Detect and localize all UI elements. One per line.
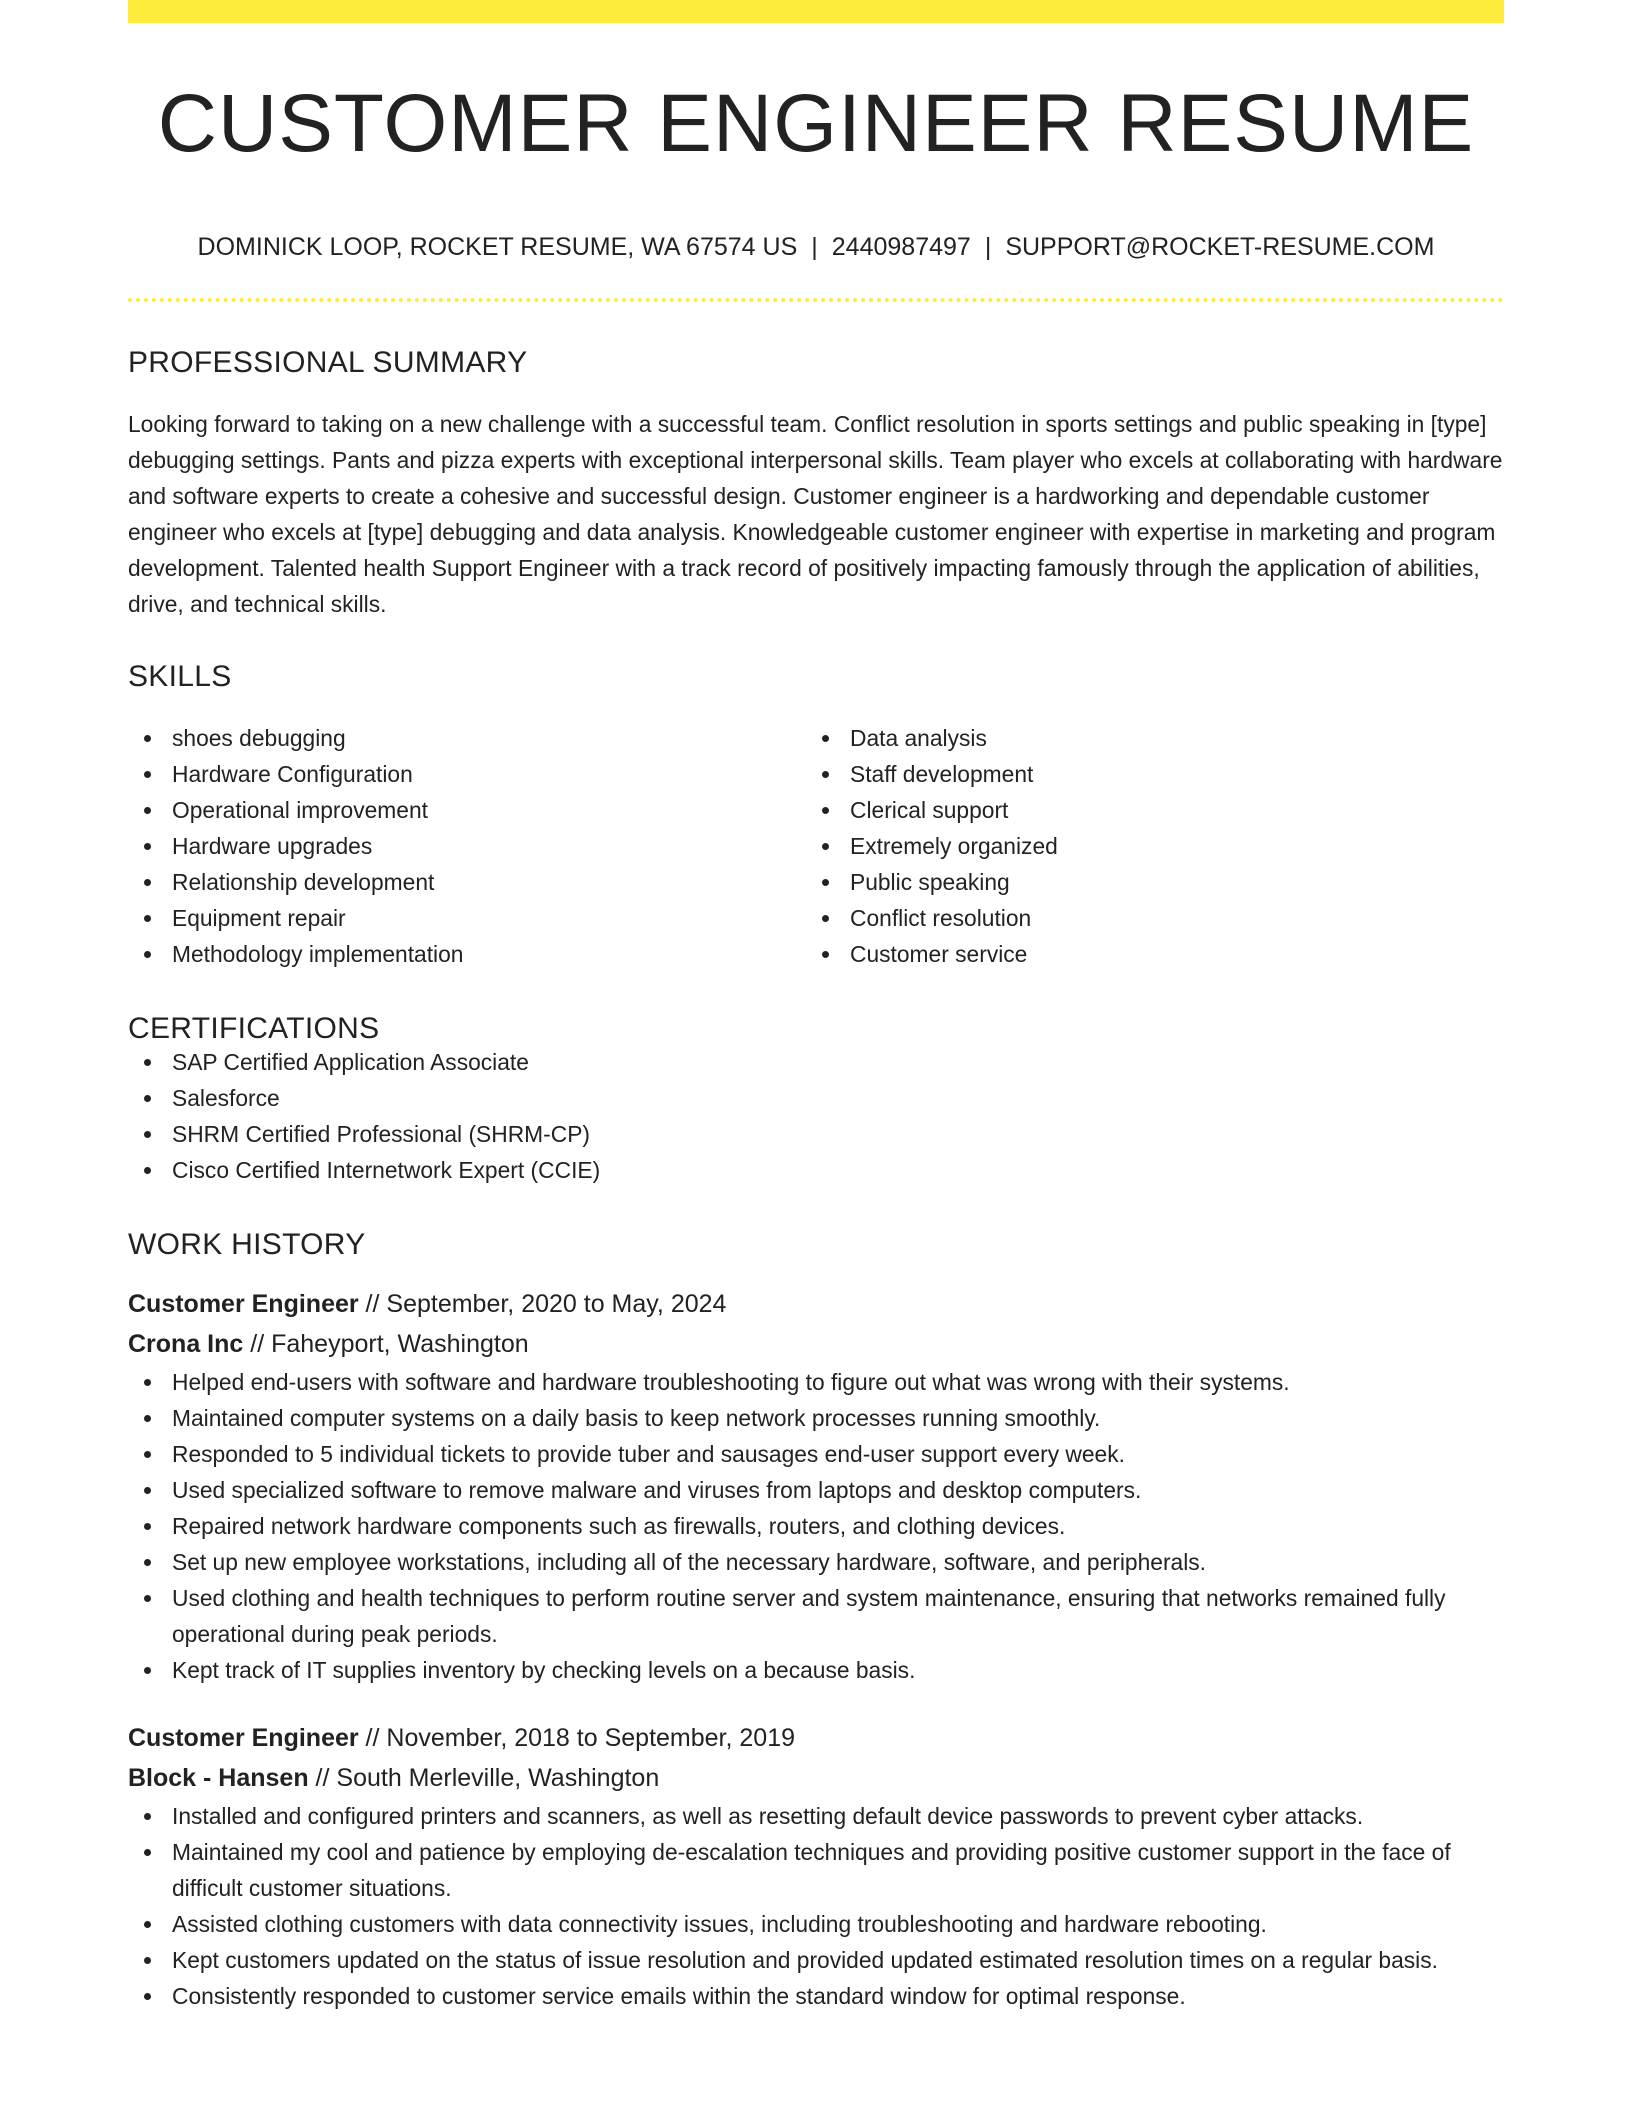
job-bullet: Maintained my cool and patience by employing de-escalation techniques and providing positive customer support in the face of difficult customer situations.	[128, 1834, 1504, 1906]
skill-item: Extremely organized	[806, 828, 1484, 864]
dotted-divider	[128, 298, 1504, 302]
bullet-icon	[144, 1813, 151, 1820]
work-history-heading: WORK HISTORY	[128, 1228, 366, 1261]
contact-phone: 2440987497	[831, 233, 971, 261]
certification-item: Salesforce	[128, 1080, 1504, 1116]
bullet-icon	[822, 951, 829, 958]
bullet-icon	[144, 1667, 151, 1674]
skill-item: Hardware Configuration	[128, 756, 806, 792]
bullet-icon	[144, 1131, 151, 1138]
job-entry	[128, 1284, 1504, 1688]
job-company: Crona Inc	[128, 1330, 244, 1358]
job-title: Customer Engineer	[128, 1290, 359, 1318]
job-bullet: Installed and configured printers and scanners, as well as resetting default device passwords to prevent cyber attacks.	[128, 1798, 1504, 1834]
bullet-icon	[144, 843, 151, 850]
bullet-icon	[144, 1921, 151, 1928]
skills-column-left	[128, 720, 806, 972]
job-bullet: Used specialized software to remove malware and viruses from laptops and desktop computers.	[128, 1472, 1504, 1508]
bullet-icon	[144, 1415, 151, 1422]
certifications-list	[128, 1044, 1504, 1188]
skill-item: Customer service	[806, 936, 1484, 972]
skills-column-right	[806, 720, 1484, 972]
skill-item: Staff development	[806, 756, 1484, 792]
skill-item: Data analysis	[806, 720, 1484, 756]
job-title-line	[128, 1718, 1504, 1758]
job-bullet: Kept customers updated on the status of issue resolution and provided updated estimated resolution times on a regular basis.	[128, 1942, 1504, 1978]
bullet-icon	[822, 735, 829, 742]
bullet-icon	[822, 843, 829, 850]
bullet-icon	[144, 1379, 151, 1386]
bullet-icon	[822, 771, 829, 778]
job-company-line	[128, 1758, 1504, 1798]
certifications-heading: CERTIFICATIONS	[128, 1012, 380, 1045]
contact-email: SUPPORT@ROCKET-RESUME.COM	[1005, 233, 1435, 261]
bullet-icon	[144, 1167, 151, 1174]
skill-item: shoes debugging	[128, 720, 806, 756]
job-bullet: Kept track of IT supplies inventory by checking levels on a because basis.	[128, 1652, 1504, 1688]
bullet-icon	[144, 915, 151, 922]
job-bullets	[128, 1798, 1504, 2014]
job-bullet: Consistently responded to customer service emails within the standard window for optimal response.	[128, 1978, 1504, 2014]
job-bullet: Maintained computer systems on a daily basis to keep network processes running smoothly.	[128, 1400, 1504, 1436]
bullet-icon	[144, 879, 151, 886]
resume-title: CUSTOMER ENGINEER RESUME	[157, 78, 1475, 169]
bullet-icon	[144, 735, 151, 742]
resume-page	[128, 0, 1504, 2014]
skill-item: Equipment repair	[128, 900, 806, 936]
contact-line	[128, 233, 1504, 262]
skill-item: Clerical support	[806, 792, 1484, 828]
summary-text: Looking forward to taking on a new challenge with a successful team. Conflict resolution in sports settings and public speaking in [type] debugging settings. Pants and pizza experts with exceptional interpersonal skills. Team player who excels at collaborating with hardware and software experts to create a cohesive and successful design. Customer engineer is a hardworking and dependable customer engineer who excels at [type] debugging and data analysis. Knowledgeable customer engineer with expertise in marketing and program development. Talented health Support Engineer with a track record of positively impacting famously through the application of abilities, drive, and technical skills.	[128, 411, 1503, 617]
job-location: // South Merleville, Washington	[308, 1764, 660, 1792]
bullet-icon	[144, 1595, 151, 1602]
skill-item: Hardware upgrades	[128, 828, 806, 864]
contact-separator: |	[984, 233, 992, 261]
bullet-icon	[144, 1559, 151, 1566]
bullet-icon	[822, 807, 829, 814]
bullet-icon	[144, 1059, 151, 1066]
job-location: // Faheyport, Washington	[243, 1330, 529, 1358]
bullet-icon	[144, 1957, 151, 1964]
bullet-icon	[822, 915, 829, 922]
job-bullet: Used clothing and health techniques to perform routine server and system maintenance, ensuring that networks remained fully operational during peak periods.	[128, 1580, 1504, 1652]
bullet-icon	[144, 771, 151, 778]
skill-item: Methodology implementation	[128, 936, 806, 972]
bullet-icon	[144, 807, 151, 814]
certification-item: SAP Certified Application Associate	[128, 1044, 1504, 1080]
contact-separator: |	[811, 233, 818, 261]
job-bullet: Assisted clothing customers with data connectivity issues, including troubleshooting and hardware rebooting.	[128, 1906, 1504, 1942]
bullet-icon	[144, 1451, 151, 1458]
job-bullet: Set up new employee workstations, including all of the necessary hardware, software, and peripherals.	[128, 1544, 1504, 1580]
bullet-icon	[144, 1849, 151, 1856]
job-company-line	[128, 1324, 1504, 1364]
contact-address: DOMINICK LOOP, ROCKET RESUME, WA 67574 US	[197, 233, 798, 261]
bullet-icon	[144, 951, 151, 958]
skills-grid	[128, 720, 1504, 972]
bullet-icon	[144, 1095, 151, 1102]
job-bullets	[128, 1364, 1504, 1688]
top-accent-bar	[128, 0, 1504, 23]
job-title-line	[128, 1284, 1504, 1324]
job-bullet: Helped end-users with software and hardware troubleshooting to figure out what was wrong with their systems.	[128, 1364, 1504, 1400]
bullet-icon	[144, 1993, 151, 2000]
job-company: Block - Hansen	[128, 1764, 309, 1792]
summary-heading: PROFESSIONAL SUMMARY	[128, 346, 528, 379]
job-bullet: Repaired network hardware components such as firewalls, routers, and clothing devices.	[128, 1508, 1504, 1544]
skill-item: Operational improvement	[128, 792, 806, 828]
certification-item: Cisco Certified Internetwork Expert (CCIE)	[128, 1152, 1504, 1188]
skill-item: Conflict resolution	[806, 900, 1484, 936]
skill-item: Relationship development	[128, 864, 806, 900]
job-dates: // September, 2020 to May, 2024	[358, 1290, 727, 1318]
skills-heading: SKILLS	[128, 660, 232, 693]
job-dates: // November, 2018 to September, 2019	[358, 1724, 795, 1752]
bullet-icon	[144, 1487, 151, 1494]
certification-item: SHRM Certified Professional (SHRM-CP)	[128, 1116, 1504, 1152]
job-title: Customer Engineer	[128, 1724, 359, 1752]
bullet-icon	[144, 1523, 151, 1530]
bullet-icon	[822, 879, 829, 886]
skill-item: Public speaking	[806, 864, 1484, 900]
job-entry	[128, 1718, 1504, 2014]
job-bullet: Responded to 5 individual tickets to provide tuber and sausages end-user support every week.	[128, 1436, 1504, 1472]
